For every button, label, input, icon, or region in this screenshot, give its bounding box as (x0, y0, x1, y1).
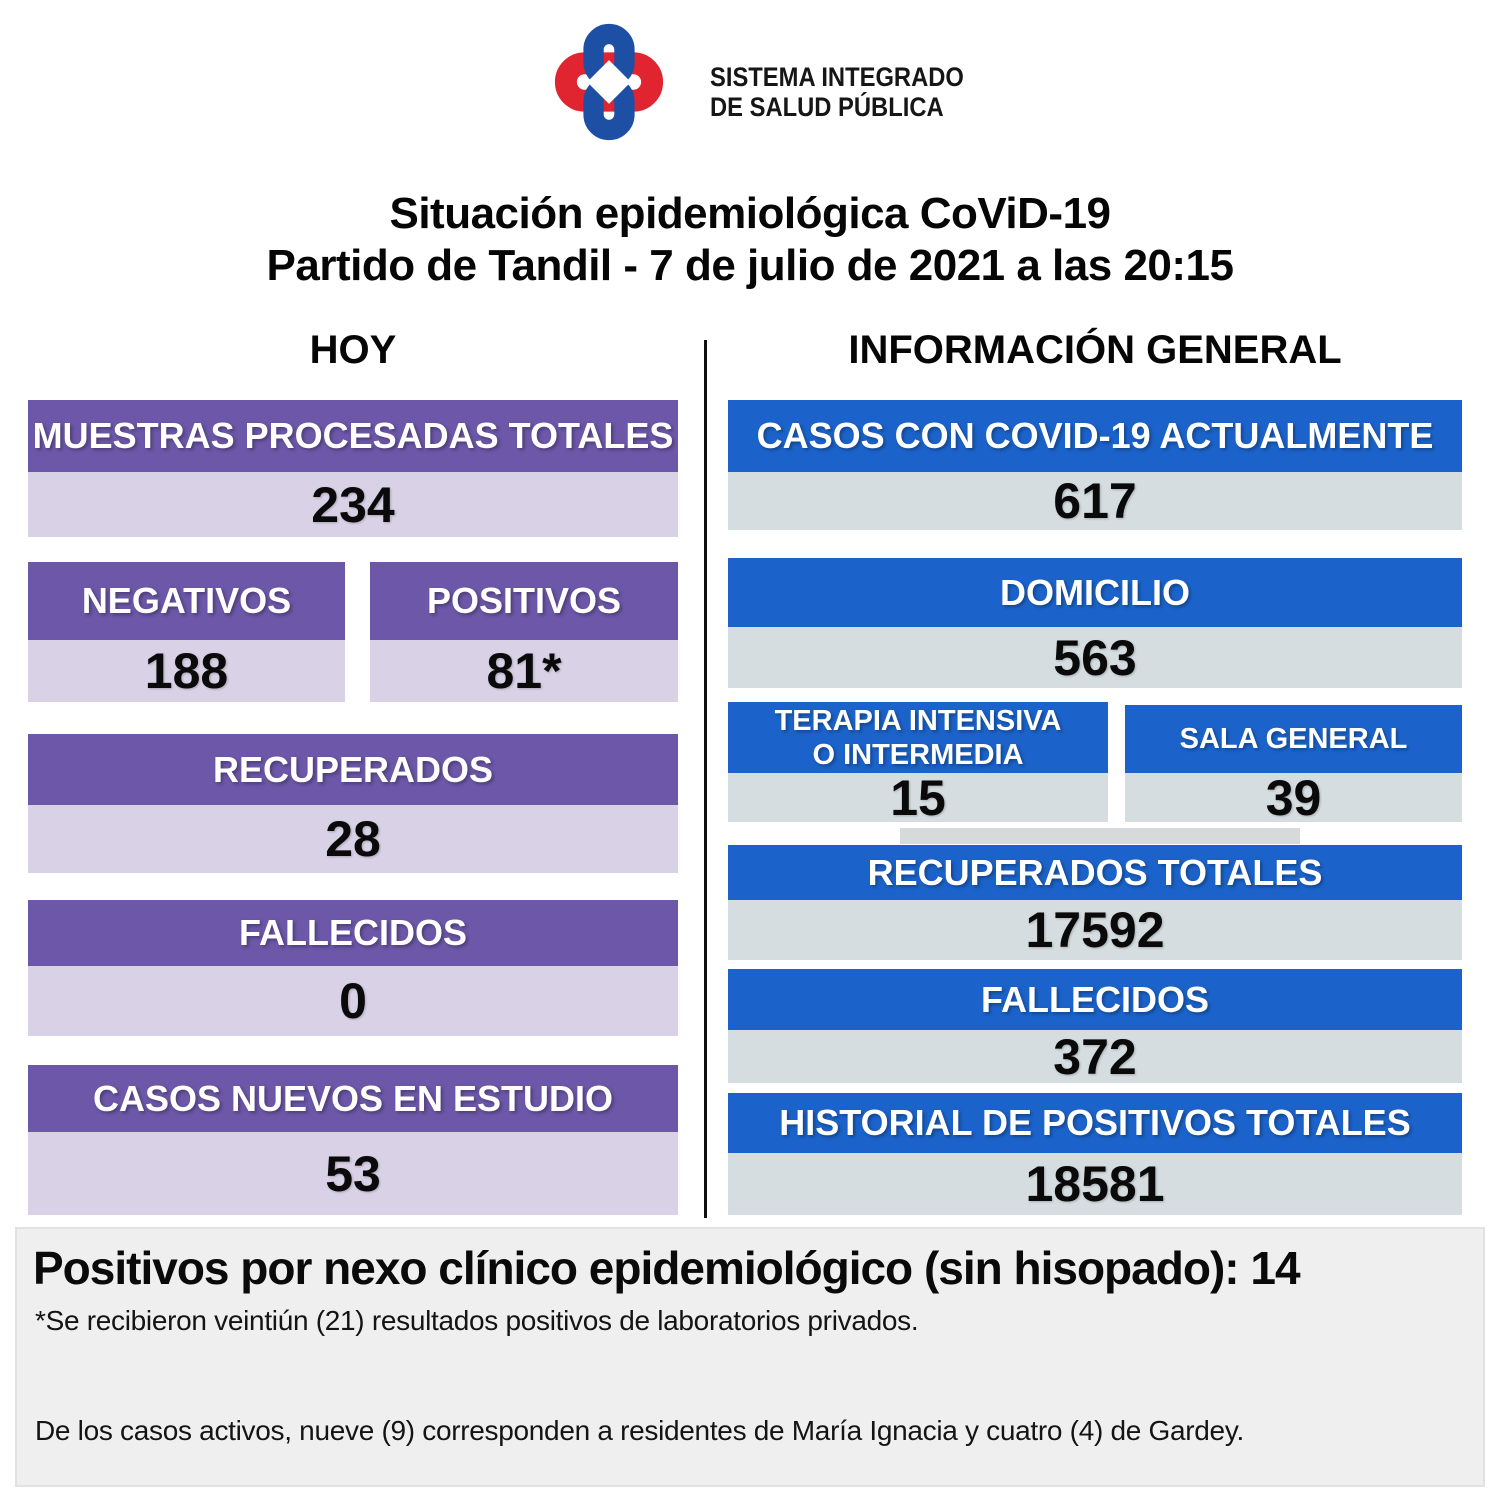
stat-value (728, 1030, 1462, 1083)
stat-label-text: POSITIVOS (426, 580, 622, 621)
stat-recuperados-totales (728, 845, 1462, 960)
stat-value-text: 617 (1053, 473, 1137, 529)
stat-value (28, 805, 678, 873)
stat-label-text: HISTORIAL DE POSITIVOS TOTALES (779, 1102, 1411, 1143)
stat-value (370, 640, 678, 702)
logo-org-name-line2: DE SALUD PÚBLICA (710, 92, 944, 122)
stat-label (728, 400, 1462, 472)
stat-value-text: 563 (1053, 629, 1137, 686)
stat-value-text: 0 (339, 973, 367, 1029)
page-title-line2: Partido de Tandil - 7 de julio de 2021 a las 20:15 (266, 241, 1234, 290)
health-system-chain-cross-logo-icon (548, 8, 670, 156)
stat-sala-general (1125, 705, 1462, 826)
stat-value-text: 15 (890, 769, 946, 826)
stat-value-text: 372 (1053, 1028, 1137, 1085)
stat-domicilio (728, 558, 1462, 688)
stat-label (728, 969, 1462, 1030)
stat-value-text: 188 (144, 643, 229, 699)
logo-org-name (710, 62, 964, 122)
stat-casos-covid-actuales (728, 400, 1462, 530)
stat-label (28, 734, 678, 805)
stat-value (28, 1132, 678, 1215)
stat-value-text: 81* (486, 643, 562, 699)
stat-label (28, 400, 678, 472)
logo-org-name-line1: SISTEMA INTEGRADO (710, 62, 964, 92)
stat-value-text: 53 (325, 1145, 381, 1202)
stat-value-text: 39 (1265, 769, 1322, 826)
stat-value (728, 1153, 1462, 1215)
stat-value (728, 627, 1462, 688)
stat-label-text: SALA GENERAL (1179, 723, 1408, 755)
stat-value (728, 769, 1108, 826)
stat-label-text: FALLECIDOS (238, 912, 467, 953)
footer-note-localities: De los casos activos, nueve (9) corresponden a residentes de María Ignacia y cuatro (4) de Gardey. (35, 1415, 1244, 1446)
stat-label (28, 1065, 678, 1132)
stat-recuperados-hoy (28, 734, 678, 873)
stat-label-text: DOMICILIO (1000, 571, 1190, 613)
footer-heading: Positivos por nexo clínico epidemiológico (sin hisopado): 14 (33, 1242, 1300, 1294)
stat-value-text: 28 (325, 811, 381, 867)
stat-label (728, 845, 1462, 900)
stat-label-text: RECUPERADOS (212, 748, 494, 790)
stat-label (728, 558, 1462, 627)
stat-value (728, 472, 1462, 530)
page-title-line1: Situación epidemiológica CoViD-19 (389, 189, 1111, 238)
stat-value (28, 640, 345, 702)
stat-label-text: CASOS CON COVID-19 ACTUALMENTE (756, 415, 1434, 456)
stat-label (28, 900, 678, 966)
footer-note-private-labs: *Se recibieron veintiún (21) resultados positivos de laboratorios privados. (35, 1305, 919, 1336)
background-strip (900, 828, 1300, 844)
stat-label (370, 562, 678, 640)
stat-label-text: FALLECIDOS (980, 978, 1209, 1020)
page-title (0, 188, 1500, 292)
stat-label (28, 562, 345, 640)
stat-value-text: 17592 (1025, 902, 1165, 958)
footer-panel (15, 1227, 1485, 1487)
stat-value (28, 966, 678, 1036)
stat-casos-nuevos-en-estudio (28, 1065, 678, 1215)
stat-value (1125, 769, 1462, 826)
stat-label-text-line2: O INTERMEDIA (812, 738, 1024, 771)
general-section-header: INFORMACIÓN GENERAL (848, 328, 1342, 372)
column-divider (704, 340, 707, 1218)
stat-label-text-line1: TERAPIA INTENSIVA (774, 704, 1062, 737)
stat-label (728, 702, 1108, 773)
stat-label (728, 1093, 1462, 1153)
stat-label-text: NEGATIVOS (81, 580, 292, 621)
stat-label-text: CASOS NUEVOS EN ESTUDIO (92, 1077, 614, 1119)
stat-fallecidos-totales (728, 969, 1462, 1083)
stat-value (728, 900, 1462, 960)
stat-value (28, 472, 678, 537)
stat-label-text: MUESTRAS PROCESADAS TOTALES (32, 415, 674, 456)
stat-value-text: 234 (311, 476, 395, 533)
stat-negativos (28, 562, 345, 702)
stat-terapia-intensiva (728, 702, 1108, 826)
today-section-header: HOY (309, 328, 397, 372)
stat-value-text: 18581 (1025, 1156, 1165, 1212)
stat-historial-positivos (728, 1093, 1462, 1215)
stat-positivos (370, 562, 678, 702)
stat-muestras-totales (28, 400, 678, 537)
stat-label-text: RECUPERADOS TOTALES (867, 851, 1323, 893)
stat-label (1125, 705, 1462, 773)
stat-fallecidos-hoy (28, 900, 678, 1036)
